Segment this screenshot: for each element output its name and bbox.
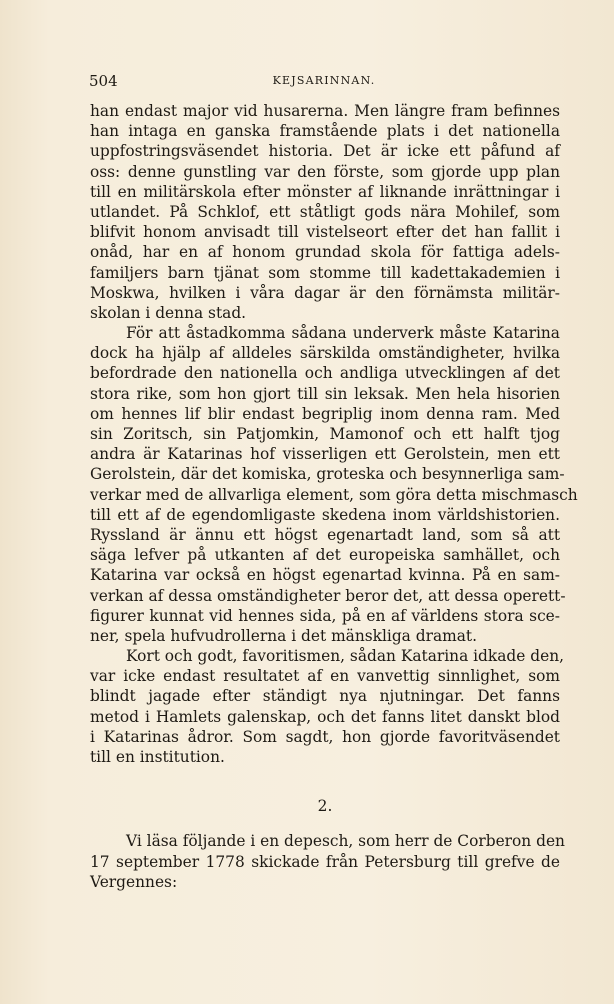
text-line: andra är Katarinas hof visserligen ett Gerolstein, men ett (90, 445, 560, 464)
text-line: dock ha hjälp af alldeles särskilda omständigheter, hvilka (90, 344, 560, 363)
running-title: KEJSARINNAN. (272, 74, 376, 87)
text-line: han intaga en ganska framstående plats i det nationella (90, 122, 560, 141)
text-line: utlandet. På Schklof, ett ståtligt gods nära Mohilef, som (90, 202, 560, 221)
text-line: För att åstadkomma sådana underverk måste Katarina (126, 324, 560, 343)
text-line: blindt jagade efter ständigt nya njutningar. Det fanns (90, 687, 560, 706)
text-line: ner, spela hufvudrollerna i det mänskliga dramat. (90, 626, 477, 645)
text-line: till en institution. (90, 748, 225, 766)
paragraph-2 (90, 323, 578, 646)
text-line: om hennes lif blir endast begriplig inom denna ram. Med (90, 404, 560, 423)
text-line: oss: denne gunstling var den förste, som gjorde upp plan (90, 162, 560, 181)
text-line: verkan af dessa omständigheter beror det, att dessa operett- (90, 586, 566, 605)
text-line: familjers barn tjänat som stomme till kadettakademien i (90, 263, 560, 282)
text-line: uppfostringsväsendet historia. Det är icke ett påfund af (90, 142, 560, 161)
paragraph-3 (90, 646, 565, 767)
page-number: 504 (89, 72, 118, 90)
text-line: figurer kunnat vid hennes sida, på en af världens stora sce- (90, 606, 560, 625)
text-line: Vergennes: (90, 873, 178, 891)
text-line: till ett af de egendomligaste skedena inom världshistorien. (90, 505, 560, 524)
text-line: Kort och godt, favoritismen, sådan Katarina idkade den, (126, 647, 565, 666)
page-header (89, 72, 559, 90)
text-line: verkar med de allvarliga element, som göra detta mischmasch (90, 485, 578, 504)
text-line: Vi läsa följande i en depesch, som herr de Corberon den (126, 832, 565, 850)
text-line: säga lefver på utkanten af det europeiska samhället, och (90, 546, 560, 565)
text-line: stora rike, som hon gjort till sin leksak. Men hela hisorien (90, 384, 560, 403)
text-line: sin Zoritsch, sin Patjomkin, Mamonof och ett halft tjog (90, 425, 560, 443)
paragraph-1 (90, 101, 560, 323)
paragraph-4 (90, 831, 565, 893)
text-line: Moskwa, hvilken i våra dagar är den förnämsta militär- (90, 283, 560, 302)
text-line: skolan i denna stad. (90, 303, 247, 322)
section-number: 2. (317, 797, 333, 815)
text-line: till en militärskola efter mönster af liknande inrättningar i (90, 182, 560, 201)
text-line: Katarina var också en högst egenartad kvinna. På en sam- (90, 566, 560, 585)
text-line: onåd, har en af honom grundad skola för fattiga adels- (90, 243, 560, 262)
text-line: 17 september 1778 skickade från Petersburg till grefve de (90, 852, 560, 871)
text-line: Gerolstein, där det komiska, groteska och besynnerliga sam- (90, 465, 565, 484)
text-line: metod i Hamlets galenskap, och det fanns litet danskt blod (90, 707, 560, 726)
text-line: han endast major vid husarerna. Men längre fram befinnes (90, 102, 560, 120)
text-line: blifvit honom anvisadt till vistelseort efter det han fallit i (90, 223, 560, 242)
text-line: i Katarinas ådror. Som sagdt, hon gjorde favoritväsendet (90, 727, 560, 746)
text-line: var icke endast resultatet af en vanvettig sinnlighet, som (90, 667, 560, 686)
text-line: Ryssland är ännu ett högst egenartadt land, som så att (90, 525, 560, 544)
text-line: befordrade den nationella och andliga utvecklingen af det (90, 364, 560, 383)
main-text (90, 101, 578, 767)
